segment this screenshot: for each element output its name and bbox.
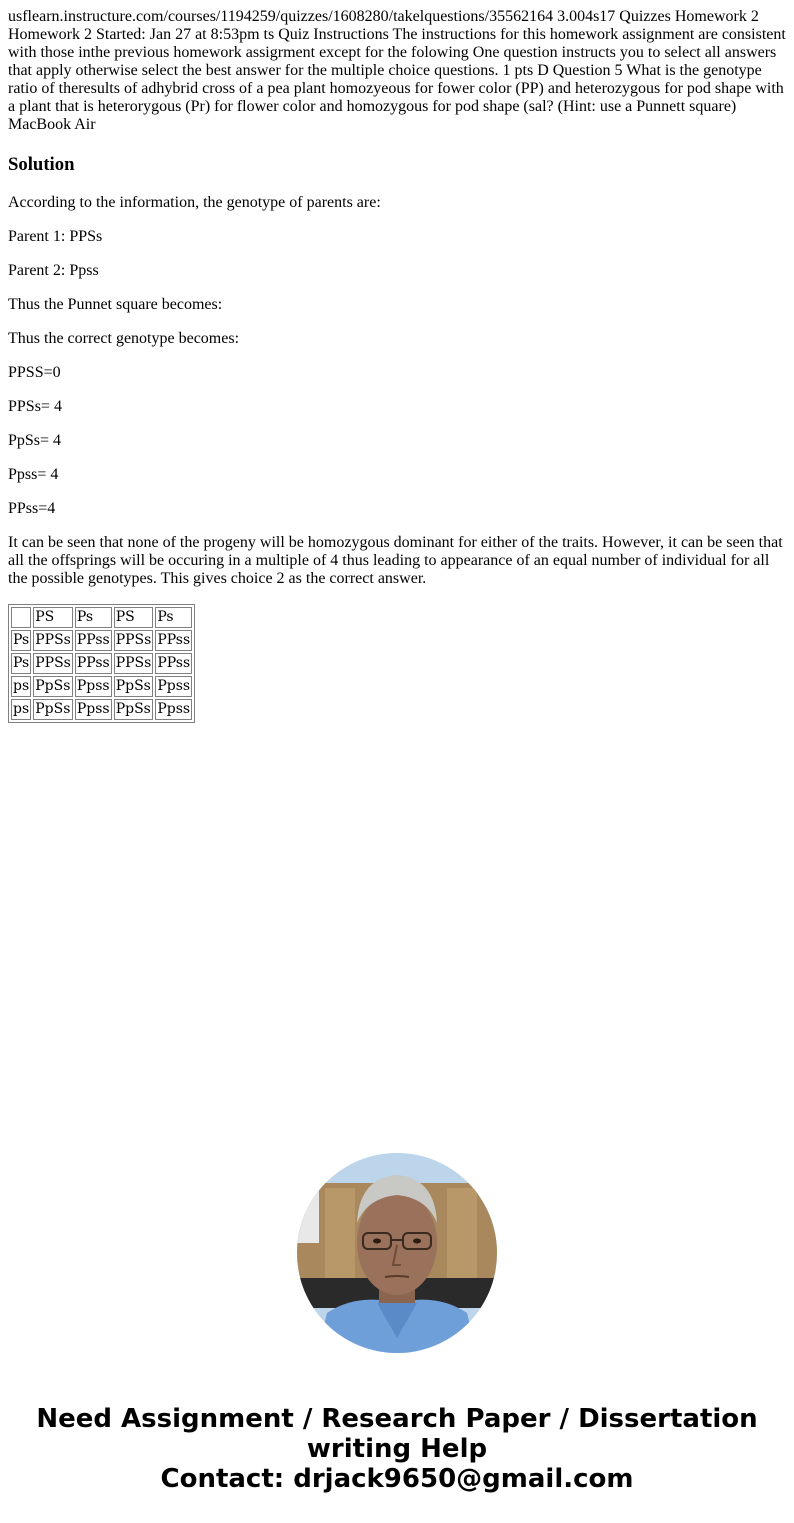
table-cell: PPss: [155, 653, 192, 674]
table-cell: Ps: [155, 607, 192, 628]
advert-line-1: Need Assignment / Research Paper / Dissertation: [36, 1404, 758, 1434]
table-row: [11, 676, 192, 697]
table-cell: PPSs: [33, 653, 73, 674]
table-cell: Ps: [11, 653, 31, 674]
table-cell: PPSs: [33, 630, 73, 651]
table-cell: PPSs: [114, 653, 154, 674]
advert-contact-email: Contact: drjack9650@gmail.com: [160, 1464, 634, 1494]
punnett-intro: Thus the Punnet square becomes:: [8, 296, 223, 313]
punnett-square-table: [8, 604, 195, 723]
table-cell: PPss: [75, 653, 112, 674]
table-row: [11, 699, 192, 720]
table-cell: Ppss: [155, 699, 192, 720]
author-avatar: [297, 1153, 497, 1353]
document-body: [0, 0, 794, 723]
table-cell: Ppss: [75, 676, 112, 697]
person-portrait-icon: [297, 1153, 497, 1353]
table-cell: PS: [114, 607, 154, 628]
genotype-ppss-upper: PPSS=0: [8, 364, 61, 381]
solution-intro: According to the information, the genotype of parents are:: [8, 194, 381, 211]
table-cell: PpSs: [114, 676, 154, 697]
question-text: usflearn.instructure.com/courses/1194259/quizzes/1608280/takelquestions/35562164 3.004s17 Quizzes Homework 2 Homework 2 Started: Jan 27 at 8:53pm ts Quiz Instructions The instructions for this homework assignment are consistent with those inthe previous homework assigrment except for the folowing One question instructs you to select all answers that apply otherwise select the best answer for the multiple choice questions. 1 pts D Question 5 What is the genotype ratio of theresults of adhybrid cross of a pea plant homozyeous for fower color (PP) and heterozygous for pod shape with a plant that is heterorygous (Pr) for flower color and homozygous for pod shape (sal? (Hint: use a Punnett square) MacBook Air: [8, 8, 786, 133]
solution-conclusion: It can be seen that none of the progeny will be homozygous dominant for either of the traits. However, it can be seen that all the offsprings will be occuring in a multiple of 4 thus leading to appearance of an equal number of individual for all the possible genotypes. This gives choice 2 as the correct answer.: [8, 534, 783, 587]
advert-line-2: writing Help: [306, 1434, 488, 1464]
table-cell: Ppss: [155, 676, 192, 697]
table-cell: Ppss: [75, 699, 112, 720]
table-cell: Ps: [11, 630, 31, 651]
table-header-row: [11, 607, 192, 628]
table-cell: PpSs: [33, 699, 73, 720]
contact-advert: [0, 1404, 794, 1494]
table-cell: PpSs: [33, 676, 73, 697]
table-cell: ps: [11, 699, 31, 720]
parent-2: Parent 2: Ppss: [8, 262, 99, 279]
table-row: [11, 630, 192, 651]
solution-heading: Solution: [8, 154, 75, 175]
table-cell: PPSs: [114, 630, 154, 651]
table-cell: PPss: [75, 630, 112, 651]
genotype-ppss-rec: Ppss= 4: [8, 466, 59, 483]
genotype-intro: Thus the correct genotype becomes:: [8, 330, 240, 347]
table-cell: ps: [11, 676, 31, 697]
table-cell: PPss: [155, 630, 192, 651]
table-row: [11, 653, 192, 674]
table-cell: [11, 607, 31, 628]
genotype-ppss-dihet: PpSs= 4: [8, 432, 62, 449]
table-cell: PS: [33, 607, 73, 628]
table-cell: PpSs: [114, 699, 154, 720]
table-cell: Ps: [75, 607, 112, 628]
genotype-ppss-het: PPSs= 4: [8, 398, 62, 415]
parent-1: Parent 1: PPSs: [8, 228, 103, 245]
genotype-ppss-homo: PPss=4: [8, 500, 56, 517]
